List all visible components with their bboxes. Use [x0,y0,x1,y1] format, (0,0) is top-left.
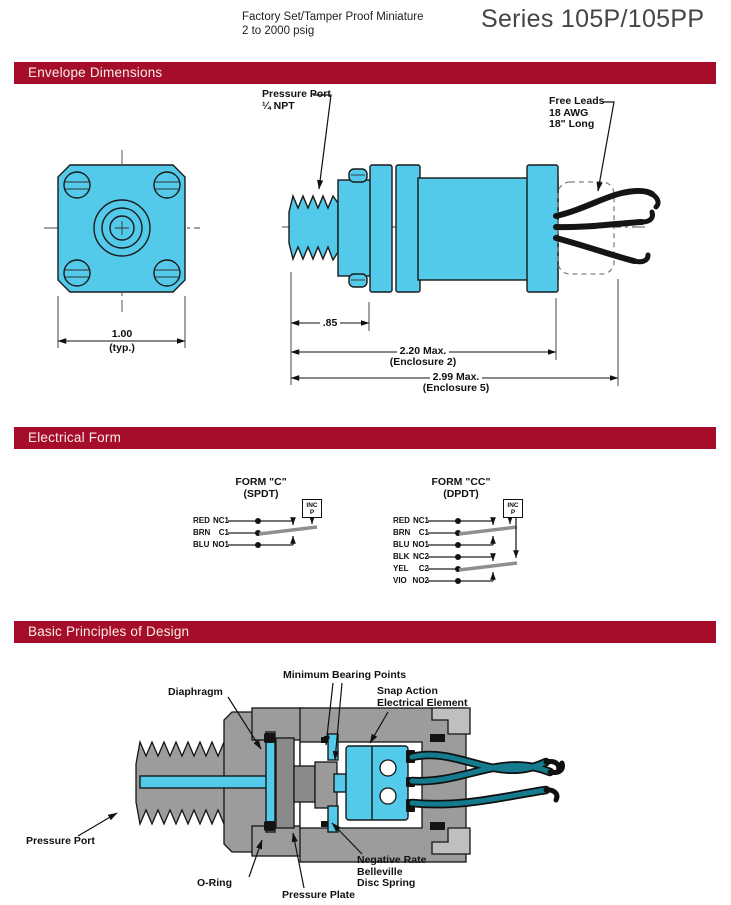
o-ring-bottom [264,821,275,831]
pressure-port-callout-line1: Pressure Port [262,88,331,100]
dim-flange-width-value: 1.00 [111,328,133,340]
terminal: NC1 [412,516,429,525]
free-leads-callout-line3: 18" Long [549,118,595,130]
wire-color: BLK [393,552,410,561]
dim-enclosure5-note: (Enclosure 5) [422,382,490,394]
terminal: NO1 [412,540,429,549]
form-c-subtitle: (SPDT) [243,487,279,500]
flange-ring-2 [396,165,420,292]
wire-color: YEL [393,564,409,573]
housing-bridge-top [252,708,304,740]
form-cc-row-c1 [393,528,429,537]
form-c-inc-pressure-box [302,499,322,518]
port-boss-circles [94,200,150,256]
wire-color: BRN [393,528,411,537]
free-leads-callout-line2: 18 AWG [549,106,589,119]
form-cc-armature-1 [459,527,517,534]
pressure-plate-part [276,738,294,828]
terminal: NC2 [412,552,429,561]
front-view [44,150,200,348]
form-c-armature [259,527,317,534]
free-leads-callout [549,96,604,131]
rear-flange [527,165,558,292]
pressure-plate-stem [294,766,315,802]
pressure-channel [140,776,268,788]
o-ring-top [264,733,275,743]
dim-enclosure2-note: (Enclosure 2) [389,356,457,368]
doc-subtitle-line2: 2 to 2000 psig [242,24,315,37]
form-c-title-line: FORM "C" [235,476,287,488]
dim-enclosure2-value: 2.20 Max. [397,346,450,357]
wire-color: VIO [393,576,407,585]
banner-basic-principles [14,621,716,643]
diaphragm-label: Diaphragm [168,686,223,698]
snap-action-element [346,746,408,820]
doc-subtitle [242,11,424,38]
envelope-drawing [0,85,731,415]
form-cc-row-no1 [393,540,429,549]
form-cc-inc-line1: INC [507,501,519,509]
terminal: C1 [218,528,229,537]
element-tab [334,774,346,792]
dim-flange-width [92,329,152,354]
pressure-port-label: Pressure Port [26,835,95,847]
banner-envelope-dimensions [14,62,716,84]
dim-enclosure5-value: 2.99 Max. [430,372,483,383]
screw-boss-top [349,169,367,182]
dim-thread-length-value: .85 [320,318,341,329]
form-cc-schematic [428,518,517,584]
form-cc-armature-2 [459,563,517,570]
form-c-schematic [228,518,317,548]
wire-color: RED [193,516,210,525]
dim-thread-length [305,318,355,329]
form-c-inc-line1: INC [306,501,318,509]
screw-boss-bottom [349,274,367,287]
o-ring-label: O-Ring [197,877,232,889]
banner-electrical-form-label: Electrical Form [28,430,122,445]
extension-lines-side [291,272,618,386]
banner-basic-principles-label: Basic Principles of Design [28,624,190,639]
side-view [282,95,658,386]
banner-electrical-form [14,427,716,449]
negative-rate-spring-label: Negative Rate Belleville Disc Spring [357,854,427,889]
form-cc-title [416,477,506,500]
form-cc-subtitle: (DPDT) [443,487,479,500]
dim-flange-width-note: (typ.) [109,342,135,354]
flange-ring-1 [370,165,392,292]
form-c-title [216,477,306,500]
form-cc-row-nc2 [393,552,429,561]
electrical-schematics [0,450,731,620]
terminal: NO2 [412,576,429,585]
dim-enclosure2 [381,346,465,368]
npt-threads [289,196,338,260]
dim-enclosure5 [411,372,501,394]
wire-color: BRN [193,528,211,537]
terminal: NC1 [212,516,229,525]
terminal: C1 [418,528,429,537]
lead-wires [556,191,658,262]
form-cc-row-c2 [393,564,429,573]
cutaway-diagram [78,683,562,888]
diaphragm-part [266,732,275,832]
min-bearing-points-label: Minimum Bearing Points [283,669,407,681]
form-cc-inc-pressure-box [503,499,523,518]
pressure-port-callout [262,89,331,112]
form-c-inc-line2: P [309,509,315,516]
wire-color: BLU [393,540,410,549]
wire-color: BLU [193,540,210,549]
doc-title: Series 105P/105PP [481,5,705,33]
form-cc-row-no2 [393,576,429,585]
form-cc-title-line: FORM "CC" [431,476,491,488]
terminal: NO1 [212,540,229,549]
terminal: C2 [418,564,429,573]
form-c-row-c1 [193,528,229,537]
hex-section [338,180,371,276]
pressure-port-callout-line2: ¼ NPT [262,99,295,112]
free-leads-callout-line1: Free Leads [549,95,605,107]
snap-action-label: Snap Action Electrical Element [377,685,468,709]
form-cc-row-nc1 [393,516,429,525]
banner-envelope-dimensions-label: Envelope Dimensions [28,65,163,80]
doc-subtitle-line1: Factory Set/Tamper Proof Miniature [242,11,424,23]
form-c-row-no1 [193,540,229,549]
pressure-plate-label: Pressure Plate [282,889,355,901]
wire-color: RED [393,516,410,525]
form-cc-inc-line2: P [510,509,516,516]
form-c-row-nc1 [193,516,229,525]
